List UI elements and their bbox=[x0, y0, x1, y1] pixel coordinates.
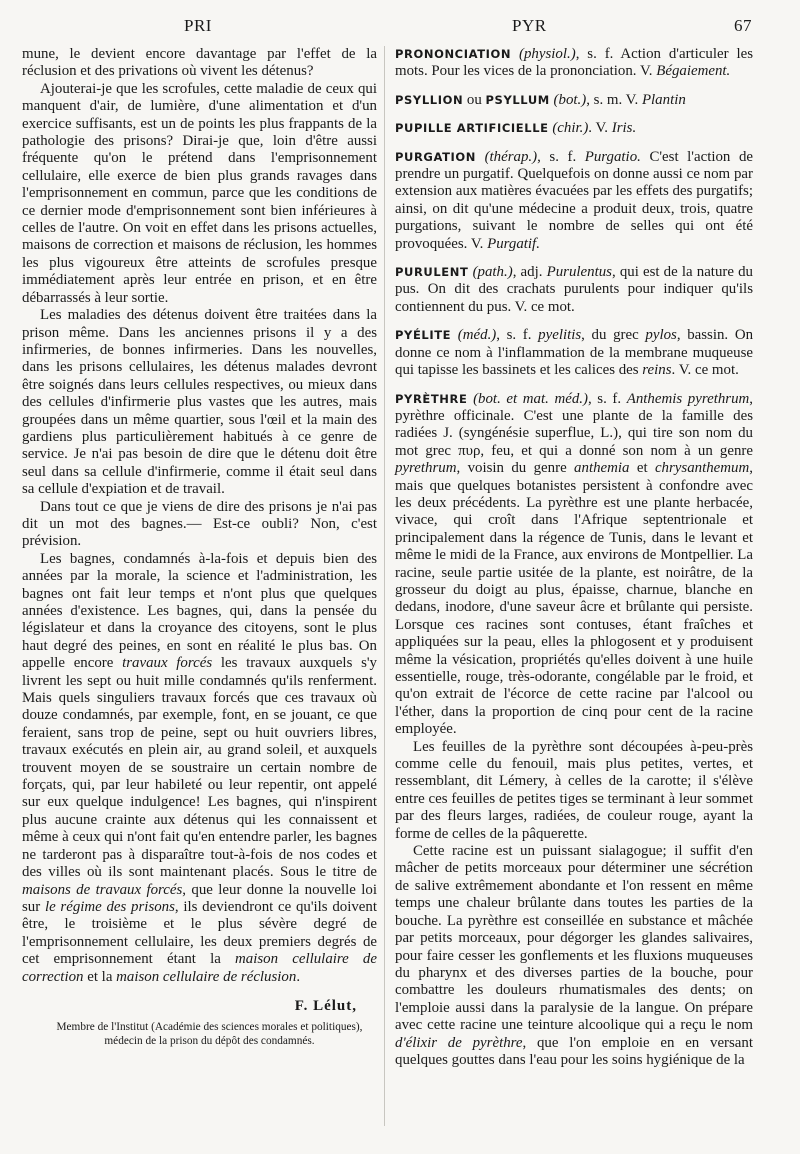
italic-text: chrysanthemum bbox=[654, 460, 750, 477]
cross-reference: Purgatif. bbox=[487, 235, 540, 252]
text-run: , s. f. bbox=[496, 327, 539, 344]
text-run: , adj. bbox=[512, 264, 547, 281]
text-run: , du grec bbox=[581, 327, 646, 344]
cross-reference: Iris. bbox=[611, 120, 637, 137]
left-column bbox=[22, 46, 377, 1048]
domain-label: (méd.) bbox=[457, 327, 497, 344]
text-run: . V. bbox=[588, 120, 612, 137]
text-run: , qui est de la nature du pus. On dit des crachats purulents pour indiquer qu'ils contiennent du pus. V. ce mot. bbox=[395, 264, 753, 315]
text-run: Les bagnes, condamnés à-la-fois et depuis bien des années par la morale, la science et l'administration, les bagnes ont fait leur temps et n'ont plus que quelques années d'existence. Les bagnes, qui, dans la pensée du législateur et dans la croyance des citoyens, sont le plus haut degré des peines, en sont en réalité le plus bas. On appelle encore bbox=[22, 550, 377, 672]
domain-label: (bot.) bbox=[553, 91, 587, 108]
text-run: . V. ce mot. bbox=[671, 362, 739, 379]
text-run: et bbox=[629, 460, 655, 477]
cross-reference: Bégaiement. bbox=[656, 63, 731, 80]
author-affiliation: Membre de l'Institut (Académie des sciences morales et politiques), médecin de la prison du dépôt des condamnés. bbox=[56, 1021, 363, 1047]
author-signature bbox=[22, 998, 377, 1015]
domain-label: (bot. et mat. méd.) bbox=[473, 390, 588, 407]
text-run: ou bbox=[463, 91, 486, 108]
italic-text: pyrethrum bbox=[395, 460, 457, 477]
text-run: , s. m. V. bbox=[586, 91, 642, 108]
headword: PURGATION bbox=[395, 149, 476, 164]
text-run: , ils deviendront ce qu'ils doivent être, le troisième et le plus sévère degré de l'emprisonnement cellulaire, les deux premiers degrés de cet emprisonnement étant la bbox=[22, 898, 377, 968]
text-run: , voisin du genre bbox=[456, 460, 575, 477]
text-run: . bbox=[296, 968, 301, 985]
headword: PYÉLITE bbox=[395, 328, 452, 343]
dictionary-entry-pyelite bbox=[395, 327, 753, 379]
column-divider bbox=[384, 46, 385, 1126]
dictionary-entry-psyllion bbox=[395, 92, 753, 109]
headword: PSYLLUM bbox=[485, 92, 550, 107]
text-run: et la bbox=[83, 968, 117, 985]
latin-term: Anthemis pyrethrum bbox=[626, 390, 750, 407]
paragraph: Les feuilles de la pyrèthre sont découpées à-peu-près comme celle du fenouil, mais plus petites, vertes, et ressemblant, dit Lémery, à celles de la carotte; il s'élève entre ces feuilles de petites tiges se terminant à leur sommet par des fleurs larges, radiées, de couleur rouge, ayant la forme de celles de la pâquerette. bbox=[395, 738, 753, 842]
italic-text: maisons de travaux forcés bbox=[22, 881, 183, 898]
right-column bbox=[395, 46, 753, 1069]
latin-term: Purgatio. bbox=[584, 148, 641, 165]
headword: PURULENT bbox=[395, 265, 469, 280]
domain-label: (path.) bbox=[472, 264, 513, 281]
paragraph bbox=[22, 551, 377, 986]
paragraph: mune, le devient encore davantage par l'effet de la réclusion et des privations où vivent les détenus? bbox=[22, 46, 377, 80]
latin-term: pyelitis bbox=[538, 327, 582, 344]
paragraph: Dans tout ce que je viens de dire des prisons je n'ai pas dit un mot des bagnes.— Est-ce oubli? Non, c'est prévision. bbox=[22, 498, 377, 550]
page-number: 67 bbox=[734, 16, 752, 35]
cross-reference: reins bbox=[642, 362, 672, 379]
text-run: , s. f. bbox=[587, 390, 627, 407]
text-run: , que l'on emploie en en versant quelques gouttes dans l'eau pour les soins hygiénique de la bbox=[395, 1034, 753, 1068]
dictionary-entry-pupille bbox=[395, 120, 753, 137]
paragraph: Ajouterai-je que les scrofules, cette maladie de ceux qui manquent d'air, de lumière, d'une alimentation et d'un exercice suffisants, est un de points les plus frappants de la pathologie des prisons? Dirai-je que, loin d'être aussi fréquente qu'on le prétend dans l'emprisonnement cellulaire, elle exerce de bien plus grands ravages dans l'emprisonnement en commun, parce que les conditions de ce dernier mode d'emprisonnement sont bien inférieures à celles de l'autre. On voit en effet dans les prisons actuelles, maisons de correction et maisons de réclusion, les hommes les plus vigoureux être atteints de scrofules presque immédiatement après leur entrée en prison, et en être débarrassés à leur sortie. bbox=[22, 80, 377, 306]
text-run: les travaux auxquels s'y livrent les sept ou huit mille condamnés qu'ils renferment. Mais quels singuliers travaux forcés que ces travaux où douze condamnés, par exemple, font, en se jouant, ce que feraient, sans trop de peine, sept ou huit ouvriers libres, travaux exécutés en plein air, au grand soleil, et auxquels trouvent moyen de se soustraire un certain nombre de forçats, qui, par leur habileté ou leur repentir, ont appelé sur eux quelque indulgence! Les bagnes, qui n'inspirent plus aucune crainte aux détenus qui les connaissent et même à ceux qui n'ont fait qu'en entendre parler, les bagnes ne tarderont pas à disparaître tout-à-fois de nos codes et des villes où ils sont maintenant placés. Sous le titre de bbox=[22, 655, 377, 881]
text-run: , bassin. On donne ce nom à l'inflammation de la membrane muqueuse qui tapisse les bassinets et les calices des bbox=[395, 327, 754, 379]
text-run: , s. f. Action d'articuler les mots. Pour les vices de la prononciation. V. bbox=[395, 46, 753, 80]
headword: PUPILLE ARTIFICIELLE bbox=[395, 121, 549, 136]
greek-term: pylos bbox=[645, 327, 677, 344]
text-run: Cette racine est un puissant sialagogue; il suffit d'en mâcher de petits morceaux pour déterminer une sécrétion de salive extrêmement abondante et l'on ressent en même temps une chaleur brûlante dans toutes les parties de la bouche. La pyrèthre est conseillée en substance et mâchée par petits morceaux, pour dégorger les glandes salivaires, pour faire cesser les gonflements et les fluxions muqueuses du pharynx et des diverses parties de la bouche, pour combattre les douleurs rhumatismales des dents; on l'emploie aussi dans la paralysie de la langue. On prépare avec cette racine une teinture alcoolique qui a reçu le nom bbox=[395, 843, 753, 1034]
header-left-guideword: PRI bbox=[184, 16, 212, 35]
dictionary-entry-pyrethre bbox=[395, 391, 753, 739]
italic-text: le régime des prisons bbox=[44, 898, 175, 915]
domain-label: (physiol.) bbox=[519, 46, 576, 62]
italic-text: travaux forcés bbox=[122, 655, 213, 672]
italic-text: anthemia bbox=[574, 460, 630, 477]
dictionary-entry-purulent bbox=[395, 264, 753, 316]
page-header bbox=[22, 16, 778, 38]
header-right-guideword: PYR bbox=[512, 16, 547, 35]
italic-text: maison cellulaire de correction bbox=[22, 951, 377, 985]
paragraph bbox=[395, 843, 753, 1069]
author-name: F. Lélut, bbox=[294, 997, 357, 1014]
headword: PRONONCIATION bbox=[395, 47, 512, 61]
domain-label: (thérap.) bbox=[484, 148, 538, 165]
italic-text: d'élixir de pyrèthre bbox=[395, 1034, 523, 1051]
italic-text: maison cellulaire de réclusion bbox=[116, 968, 297, 985]
text-run: , mais que quelques botanistes persistent à confondre avec les deux précédents. La pyrèthre est une plante herbacée, vivace, qui croît dans l'Afrique septentrionale et principalement dans la régence de Tunis, dans le levant et même le midi de la France, aux environs de Montpellier. La racine, seule partie usitée de la plante, est noirâtre, de la grosseur du doigt au plus, épaisse, charnue, blanche en dedans, inodore, d'une saveur âcre et brûlante qui persiste. Lorsque ces racines sont contuses, étant fraîches et appliquées sur la peau, elles la phlogosent et y produisent même la vésication, propriétés qu'elles doivent à une huile essentielle, rouge, très-odorante, congélable par le froid, et qu'on extrait de l'écorce de cette racine par l'alcool ou l'éther, dans la proportion de cinq pour cent de la racine employée. bbox=[395, 460, 753, 738]
text-run: , que leur donne la nouvelle loi sur bbox=[22, 881, 377, 915]
text-run: , pyrèthre officinale. C'est une plante de la famille des radiées J. (syngénésie superflue, L.), qui tire son nom du mot grec πυρ, feu, et qui a donné son nom à un genre bbox=[395, 390, 754, 459]
domain-label: (chir.) bbox=[552, 120, 589, 137]
cross-reference: Plantin bbox=[641, 91, 686, 108]
paragraph: Les maladies des détenus doivent être traitées dans la prison même. Dans les anciennes prisons il y a des infirmeries, de bonnes infirmeries. Dans les nouvelles, dans les prisons cellulaires, les détenus malades devront être soignés dans leurs cellules respectives, ou mieux dans des cellules d'infirmerie plus vastes que les autres, mais groupées dans un même quartier, sous l'œil et la main des gardiens plus particulièrement habitués à ce genre de service. Je n'ai pas besoin de dire que le détenu doit être seul dans sa cellule d'infirmerie, comme il était seul dans sa cellule d'expiation et de travail. bbox=[22, 307, 377, 498]
dictionary-entry-purgation bbox=[395, 149, 753, 253]
headword: PYRÈTHRE bbox=[395, 391, 468, 406]
dictionary-entry-prononciation bbox=[395, 46, 753, 81]
latin-term: Purulentus bbox=[546, 264, 612, 281]
headword: PSYLLION bbox=[395, 92, 464, 107]
text-run: C'est l'action de prendre un purgatif. Quelquefois on donne aussi ce nom par extension aux matières évacuées par les effets des purgatifs; ainsi, on dit qu'une médecine a produit deux, trois, quatre purgations, suivant le nombre de selles qui ont été provoquées. V. bbox=[395, 148, 753, 252]
text-run: , s. f. bbox=[537, 148, 585, 165]
